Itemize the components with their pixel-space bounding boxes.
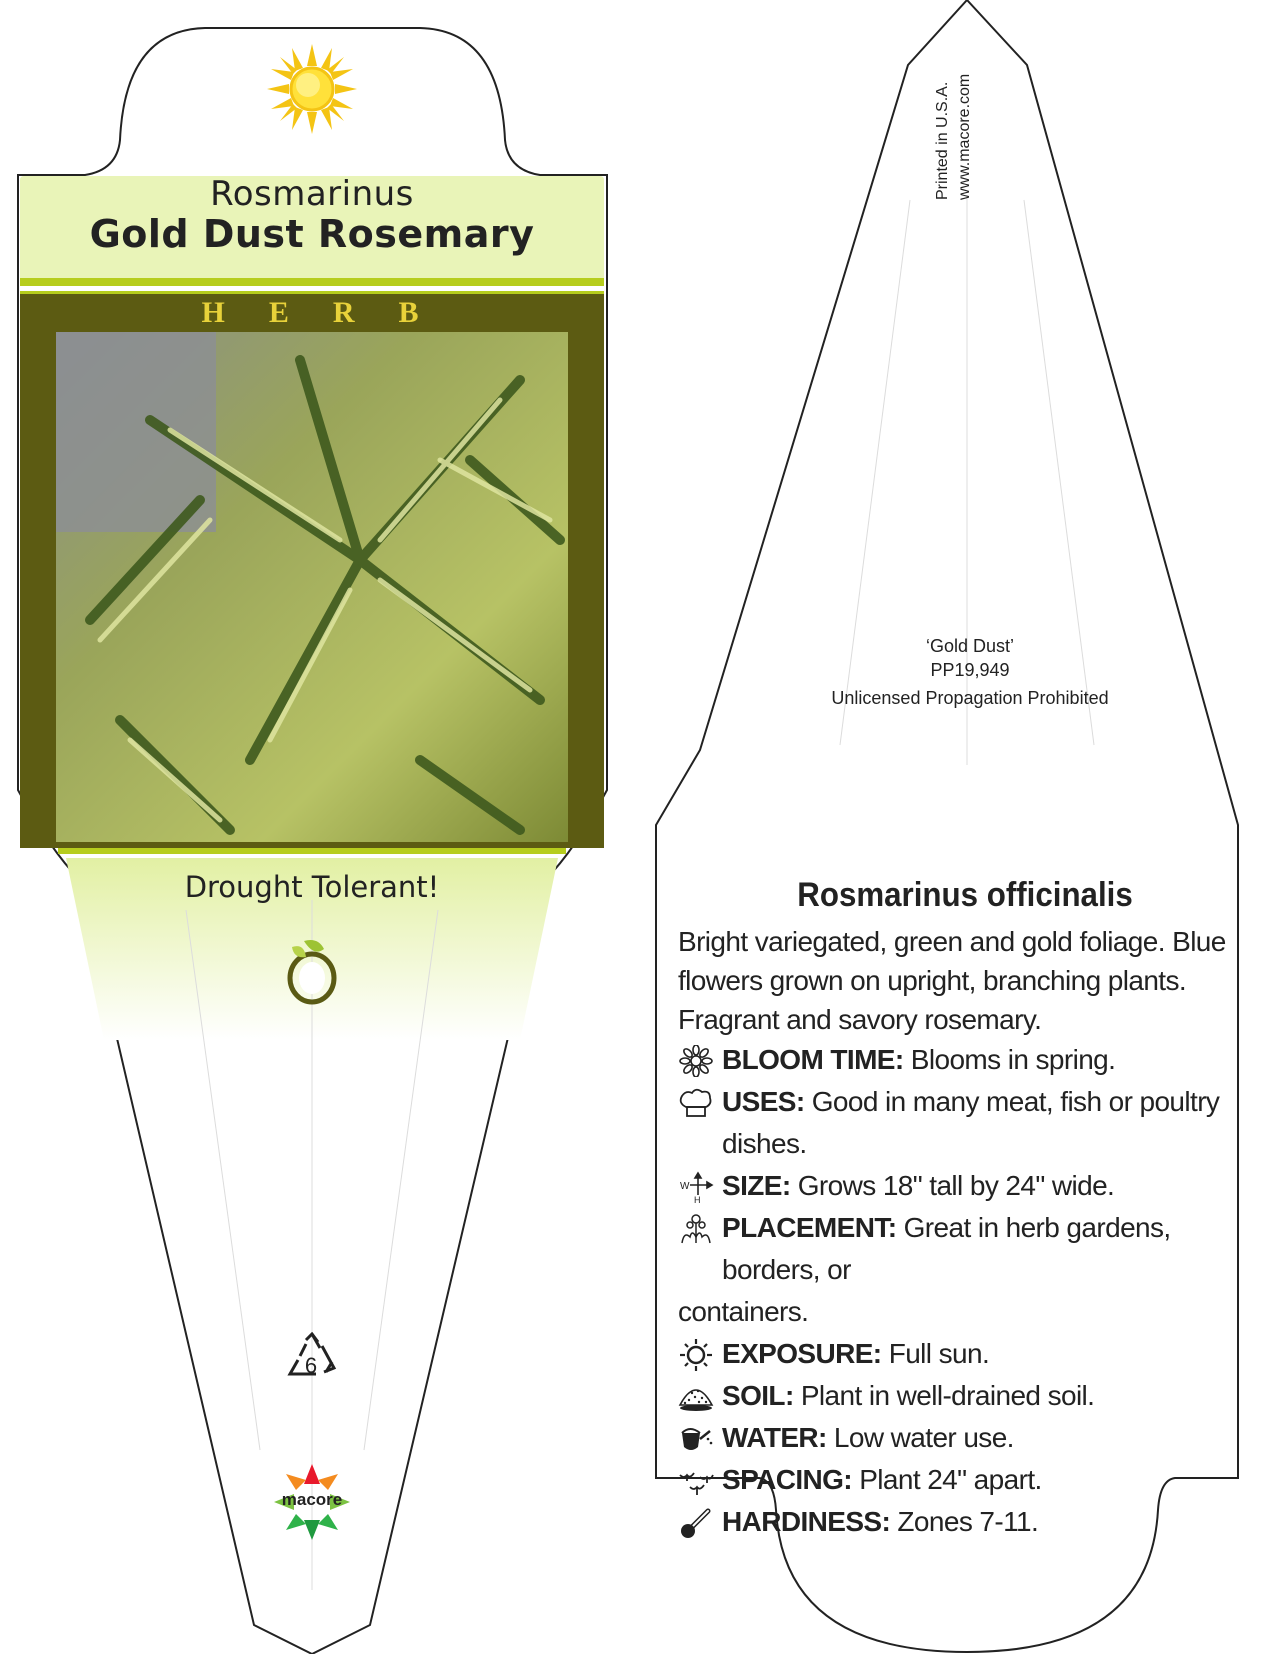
svg-text:H: H — [694, 1195, 700, 1203]
propagation-notice: Unlicensed Propagation Prohibited — [831, 688, 1109, 708]
attribute-value-continued: containers. — [678, 1296, 809, 1327]
attribute-value: Blooms in spring. — [903, 1044, 1116, 1075]
care-attributes — [678, 1039, 1258, 1543]
attribute-value: Great in herb gardens, borders, or — [722, 1212, 1171, 1285]
attribute-label: PLACEMENT: — [722, 1212, 897, 1243]
size-icon — [678, 1171, 714, 1203]
genus-name: Rosmarinus — [210, 174, 414, 214]
attribute-label: SPACING: — [722, 1464, 853, 1495]
printed-in-label: Printed in U.S.A. — [934, 81, 951, 200]
chef-hat-icon — [678, 1087, 714, 1119]
attribute-spacing — [678, 1459, 1258, 1501]
attribute-label: HARDINESS: — [722, 1506, 891, 1537]
attribute-size — [678, 1165, 1258, 1207]
attribute-value: Good in many meat, fish or poultry dishes. — [722, 1086, 1220, 1159]
attribute-bloom-time — [678, 1039, 1258, 1081]
attribute-value: Plant in well-drained soil. — [793, 1380, 1095, 1411]
thermometer-icon — [678, 1507, 714, 1539]
watering-can-icon — [678, 1423, 714, 1455]
attribute-soil — [678, 1375, 1258, 1417]
attribute-placement — [678, 1207, 1258, 1291]
botanical-name: Rosmarinus officinalis — [797, 876, 1133, 914]
website-label: www.macore.com — [956, 73, 973, 200]
flower-icon — [678, 1045, 714, 1077]
attribute-exposure — [678, 1333, 1258, 1375]
attribute-water — [678, 1417, 1258, 1459]
category-label: HERB — [201, 296, 463, 329]
attribute-label: WATER: — [722, 1422, 827, 1453]
attribute-hardiness — [678, 1501, 1258, 1543]
soil-icon — [678, 1381, 714, 1413]
attribute-value: Plant 24" apart. — [852, 1464, 1042, 1495]
plant-description: Bright variegated, green and gold foliage. Blue flowers grown on upright, branching plants. Fragrant and savory rosemary. — [678, 926, 1226, 1035]
attribute-label: EXPOSURE: — [722, 1338, 882, 1369]
common-name: Gold Dust Rosemary — [89, 212, 535, 256]
patent-number: PP19,949 — [930, 660, 1010, 680]
spacing-icon — [678, 1465, 714, 1497]
attribute-placement-continued — [678, 1291, 1258, 1333]
attribute-label: SOIL: — [722, 1380, 794, 1411]
attribute-uses — [678, 1081, 1258, 1165]
attribute-value: Zones 7-11. — [890, 1506, 1039, 1537]
attribute-label: SIZE: — [722, 1170, 791, 1201]
attribute-value: Full sun. — [881, 1338, 990, 1369]
recycle-number: 6 — [304, 1353, 318, 1378]
tagline: Drought Tolerant! — [184, 870, 440, 904]
svg-text:W: W — [680, 1181, 689, 1192]
attribute-value: Low water use. — [826, 1422, 1014, 1453]
attribute-label: USES: — [722, 1086, 805, 1117]
variety-name: ‘Gold Dust’ — [925, 636, 1015, 656]
brand-name: macore — [281, 1490, 343, 1509]
attribute-value: Grows 18" tall by 24" wide. — [790, 1170, 1115, 1201]
attribute-label: BLOOM TIME: — [722, 1044, 904, 1075]
sun-outline-icon — [678, 1339, 714, 1371]
placement-icon — [678, 1213, 714, 1245]
